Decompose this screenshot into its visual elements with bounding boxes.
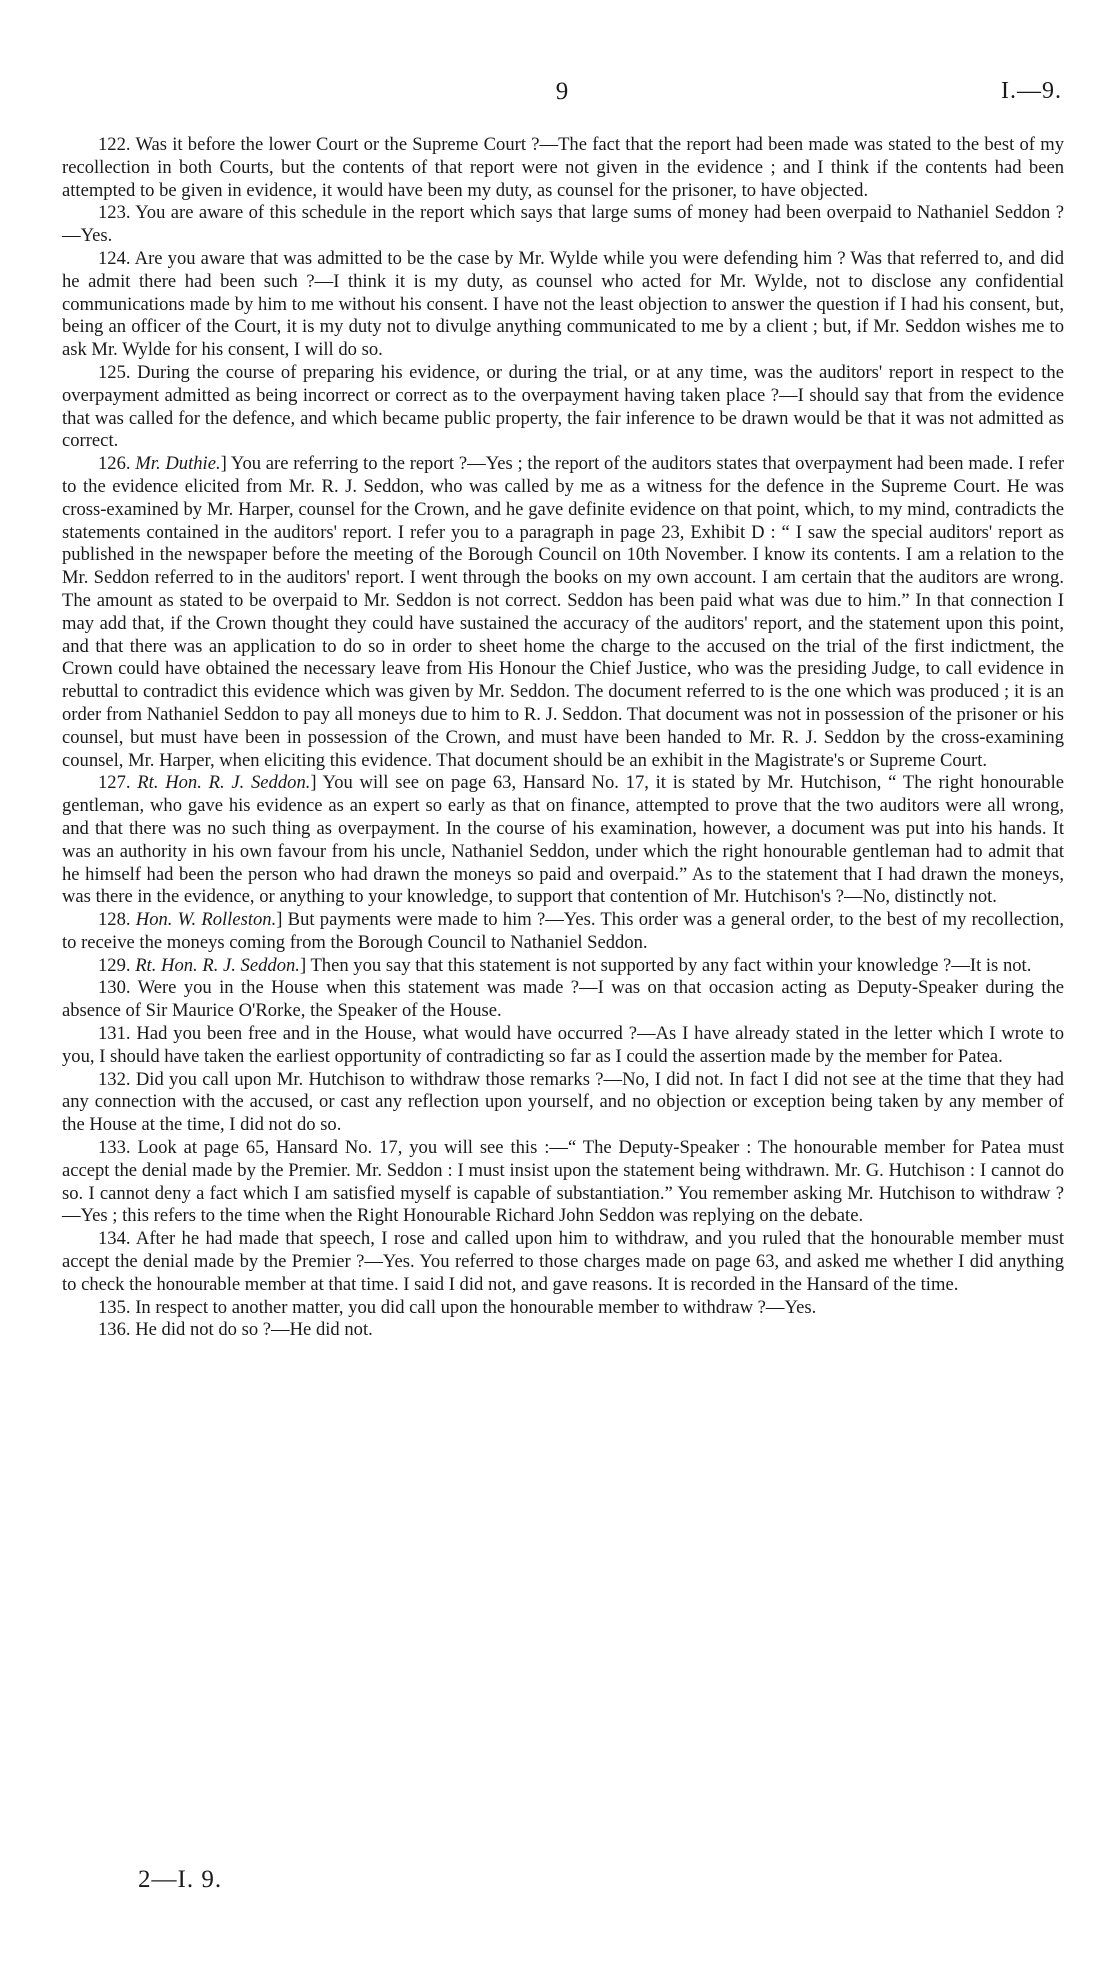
question-number: 133. — [98, 1137, 131, 1159]
speaker-name: Mr. Duthie. — [135, 453, 221, 475]
question-number: 131. — [98, 1023, 131, 1045]
speaker-name: Rt. Hon. R. J. Seddon. — [137, 772, 311, 794]
page-number: 9 — [555, 78, 569, 105]
question-number: 123. — [98, 202, 131, 224]
question-text: Was it before the lower Court or the Supreme Court ?—The fact that the report had been made was stated to the best of my recollection in both Courts, but the contents of that report were not given in the evidence ; and I think if the contents had been attempted to be given in evidence, it would have been my duty, as counsel for the prisoner, to have objected. — [62, 134, 1064, 201]
question-text: Look at page 65, Hansard No. 17, you will see this :—“ The Deputy-Speaker : The honourable member for Patea must accept the denial made by the Premier. Mr. Seddon : I must insist upon the statement being withdrawn. Mr. G. Hutchison : I cannot do so. I cannot deny a fact which I am satisfied myself is capable of substantiation.” You remember asking Mr. Hutchison to withdraw ?—Yes ; this refers to the time when the Right Honourable Richard John Seddon was replying on the debate. — [62, 1137, 1064, 1227]
question-number: 130. — [98, 977, 131, 999]
question-text: After he had made that speech, I rose and called upon him to withdraw, and you ruled that the honourable member must accept the denial made by the Premier ?—Yes. You referred to those charges made on page 63, and asked me whether I did anything to check the honourable member at that time. I said I did not, and gave reasons. It is recorded in the Hansard of the time. — [62, 1228, 1065, 1295]
question-text: During the course of preparing his evidence, or during the trial, or at any time, was the auditors' report in respect to the overpayment admitted as being incorrect or correct as to the overpayment having taken place ?—I should say that from the evidence that was called for the defence, and which became public property, the fair inference to be drawn would be that it was not admitted as correct. — [62, 361, 1064, 452]
question-number: 122. — [98, 134, 131, 155]
question-number: 128. — [98, 909, 131, 931]
question-text: Are you aware that was admitted to be the case by Mr. Wylde while you were defending him ? Was that referred to, and did he admit there had been such ?—I think it is my duty, as counsel who acted for Mr. Wylde, not to disclose any confidential communications made by him to me without his consent. I have not the least objection to answer the question if I had his consent, but, being an officer of the Court, it is my duty not to divulge anything communicated to me by a client ; but, if Mr. Seddon wishes me to ask Mr. Wylde for his consent, I will do so. — [62, 247, 1064, 361]
question-number: 129. — [98, 954, 131, 976]
question-text: You will see on page 63, Hansard No. 17, it is stated by Mr. Hutchison, “ The right honourable gentleman, who gave his evidence as an expert so early as that on finance, attempted to prove that the two auditors were all wrong, and that there was no such thing as overpayment. In the course of his examination, however, a document was put into his hands. It was an authority in his own favour from his uncle, Nathaniel Seddon, under which the right honourable gentleman had to admit that he himself had been the person who had drawn the moneys so paid and overpaid.” As to the statement that I had drawn the moneys, was there in the evidence, or anything to your knowledge, to support that contention of Mr. Hutchison's ?—No, distinctly not. — [62, 772, 1064, 908]
question-paragraph — [62, 1228, 1064, 1296]
question-paragraph: 128. Hon. W. Rolleston.] But payments were made to him ?—Yes. This order was a general order, to the best of my recollection, to receive the moneys coming from the Borough Council to Nathaniel Seddon. — [62, 909, 1065, 953]
question-text: You are aware of this schedule in the report which says that large sums of money had been overpaid to Nathaniel Seddon ?—Yes. — [62, 202, 1064, 247]
question-number: 136. — [98, 1319, 131, 1341]
question-number: 127. — [98, 772, 131, 794]
question-paragraph — [62, 362, 1064, 453]
question-text: Did you call upon Mr. Hutchison to withdraw those remarks ?—No, I did not. In fact I did not see at the time that they had any connection with the accused, or cast any reflection upon yourself, and no objection or exception being taken by any member of the House at the time, I did not do so. — [62, 1068, 1064, 1136]
sheet-signature: 2—I. 9. — [138, 1866, 223, 1893]
question-paragraph — [62, 977, 1064, 1023]
question-text: Were you in the House when this statement was made ?—I was on that occasion acting as Deputy-Speaker during the absence of Sir Maurice O'Rorke, the Speaker of the House. — [62, 977, 1064, 1022]
question-number: 126. — [98, 453, 131, 475]
question-paragraph — [62, 1069, 1064, 1137]
question-paragraph — [62, 1297, 1064, 1320]
question-number: 134. — [98, 1228, 131, 1250]
question-number: 132. — [98, 1068, 131, 1090]
question-number: 125. — [98, 361, 131, 383]
question-paragraph — [62, 1023, 1064, 1069]
question-paragraph — [62, 202, 1064, 248]
question-text: He did not do so ?—He did not. — [135, 1319, 373, 1341]
question-paragraph: 127. Rt. Hon. R. J. Seddon.] You will see on page 63, Hansard No. 17, it is stated by Mr. Hutchison, “ The right honourable gentleman, who gave his evidence as an expert so early as that on finance, attempted to prove that the two auditors were all wrong, and that there was no such thing as overpayment. In the course of his examination, however, a document was put into his hands. It was an authority in his own favour from his uncle, Nathaniel Seddon, under which the right honourable gentleman had to admit that he himself had been the person who had drawn the moneys so paid and overpaid.” As to the statement that I had drawn the moneys, was there in the evidence, or anything to your knowledge, to support that contention of Mr. Hutchison's ?—No, distinctly not. — [62, 772, 1064, 908]
paper-reference: I.—9. — [1001, 78, 1062, 104]
question-number: 124. — [98, 247, 131, 269]
question-text: In respect to another matter, you did call upon the honourable member to withdraw ?—Yes. — [135, 1296, 817, 1318]
question-text: Had you been free and in the House, what would have occurred ?—As I have already stated in the letter which I wrote to you, I should have taken the earliest opportunity of contradicting so far as I could the assertion made by the member for Patea. — [62, 1023, 1064, 1067]
question-paragraph — [62, 1137, 1064, 1228]
question-paragraph — [62, 1319, 1064, 1342]
speaker-name: Rt. Hon. R. J. Seddon. — [135, 954, 300, 976]
question-text: You are referring to the report ?—Yes ; the report of the auditors states that overpayment had been made. I refer to the evidence elicited from Mr. R. J. Seddon, who was called by me as a witness for the defence in the Supreme Court. He was cross-examined by Mr. Harper, counsel for the Crown, and he gave definite evidence on that point, which, to my mind, contradicts the statements contained in the auditors' report. I refer you to a paragraph in page 23, Exhibit D : “ I saw the special auditors' report as published in the newspaper before the meeting of the Borough Council on 10th November. I know its contents. I am a relation to the Mr. Seddon referred to in the auditors' report. I went through the books on my own account. I am certain that the auditors are wrong. The amount as stated to be overpaid to Mr. Seddon is not correct. Seddon has been paid what was due to him.” In that connection I may add that, if the Crown thought they could have sustained the accuracy of the auditors' report, and the statement upon this point, and that there was an application to do so in order to sheet home the charge to the accused on the trial of the first indictment, the Crown could have obtained the necessary leave from His Honour the Chief Justice, who was the presiding Judge, to call evidence in rebuttal to contradict this evidence which was given by Mr. Seddon. The document referred to is the one which was produced ; it is an order from Nathaniel Seddon to pay all moneys due to him to R. J. Seddon. That document was not in possession of the prisoner or his counsel, but must have been in possession of the Crown, and must have been handed to Mr. R. J. Seddon by the cross-examining counsel, Mr. Harper, when eliciting this evidence. That document should be an exhibit in the Magistrate's or Supreme Court. — [62, 453, 1065, 771]
question-paragraph: 126. Mr. Duthie.] You are referring to the report ?—Yes ; the report of the auditors states that overpayment had been made. I refer to the evidence elicited from Mr. R. J. Seddon, who was called by me as a witness for the defence in the Supreme Court. He was cross-examined by Mr. Harper, counsel for the Crown, and he gave definite evidence on that point, which, to my mind, contradicts the statements contained in the auditors' report. I refer you to a paragraph in page 23, Exhibit D : “ I saw the special auditors' report as published in the newspaper before the meeting of the Borough Council on 10th November. I know its contents. I am a relation to the Mr. Seddon referred to in the auditors' report. I went through the books on my own account. I am certain that the auditors are wrong. The amount as stated to be overpaid to Mr. Seddon is not correct. Seddon has been paid what was due to him.” In that connection I may add that, if the Crown thought they could have sustained the accuracy of the auditors' report, and the statement upon this point, and that there was an application to do so in order to sheet home the charge to the accused on the trial of the first indictment, the Crown could have obtained the necessary leave from His Honour the Chief Justice, who was the presiding Judge, to call evidence in rebuttal to contradict this evidence which was given by Mr. Seddon. The document referred to is the one which was produced ; it is an order from Nathaniel Seddon to pay all moneys due to him to R. J. Seddon. That document was not in possession of the prisoner or his counsel, but must have been in possession of the Crown, and must have been handed to Mr. R. J. Seddon by the cross-examining counsel, Mr. Harper, when eliciting this evidence. That document should be an exhibit in the Magistrate's or Supreme Court. — [62, 453, 1065, 771]
question-paragraph: 129. Rt. Hon. R. J. Seddon.] Then you say that this statement is not supported by any fact within your knowledge ?—It is not. — [98, 954, 1032, 976]
question-paragraph — [62, 134, 1064, 202]
question-number: 135. — [98, 1296, 131, 1318]
testimony-body — [62, 134, 1064, 1342]
question-paragraph — [62, 248, 1064, 362]
question-text: Then you say that this statement is not supported by any fact within your knowledge ?—It is not. — [310, 954, 1032, 976]
speaker-name: Hon. W. Rolleston. — [135, 909, 277, 931]
page-header — [62, 78, 1062, 112]
question-text: But payments were made to him ?—Yes. This order was a general order, to the best of my recollection, to receive the moneys coming from the Borough Council to Nathaniel Seddon. — [62, 909, 1065, 953]
